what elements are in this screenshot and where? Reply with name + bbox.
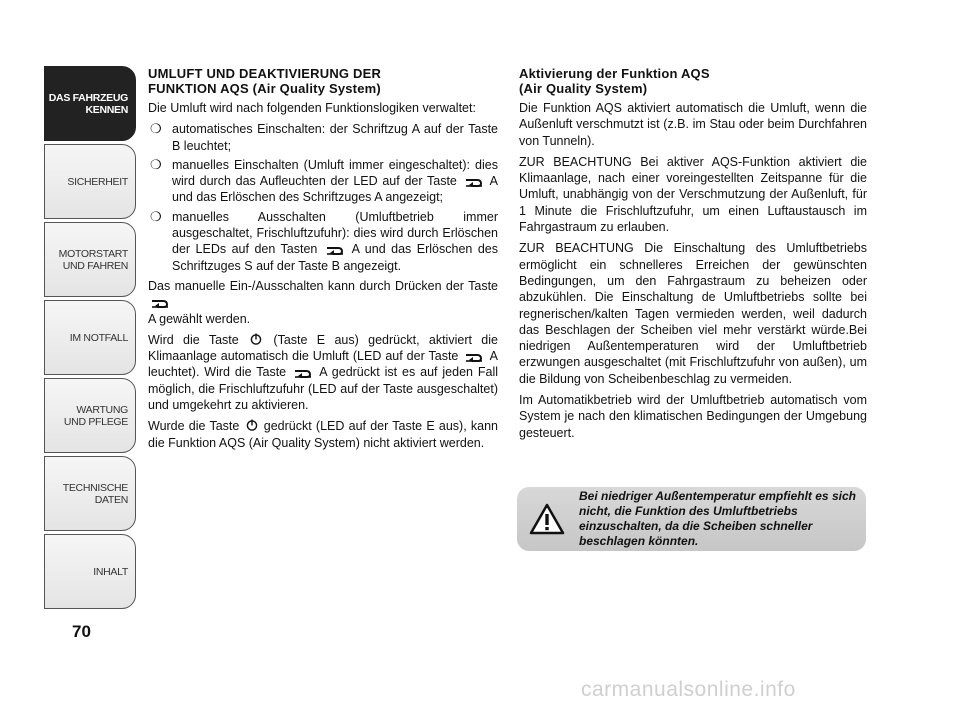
- aqs-not-active-paragraph: [148, 418, 498, 451]
- heading-line: FUNKTION AQS (Air Quality System): [148, 81, 381, 96]
- tab-label: IM NOTFALL: [69, 331, 128, 344]
- page-number: 70: [72, 622, 91, 641]
- list-item-text: automatisches Einschalten: der Schriftzug A auf der Taste B leuchtet;: [172, 122, 498, 153]
- recirculation-icon: [465, 352, 483, 362]
- circle-bullet-icon: ❍: [150, 156, 162, 172]
- button-e-paragraph: [148, 332, 498, 413]
- power-icon: [250, 333, 262, 345]
- paragraph-text: Das manuelle Ein-/Ausschalten kann durch Drücken der Taste: [148, 278, 498, 293]
- tab-label: KENNEN: [85, 103, 128, 116]
- tab-technische-daten[interactable]: [44, 456, 136, 531]
- list-item: [148, 157, 498, 206]
- recirculation-icon: [151, 298, 169, 308]
- warning-box: [517, 487, 866, 551]
- paragraph-text: Wurde die Taste: [148, 419, 240, 434]
- list-item-text: manuelles Ausschalten (Umluftbetrieb immer ausgeschaltet, Frischluftzufuhr): dies wird durch Erlöschen der LEDs auf den Tasten: [172, 209, 498, 257]
- paragraph-text: Wird die Taste: [148, 332, 239, 347]
- circle-bullet-icon: ❍: [150, 121, 162, 137]
- section-heading: [519, 66, 867, 96]
- recirculation-icon: [465, 177, 483, 187]
- paragraph: Die Funktion AQS aktiviert automatisch die Umluft, wenn die Außenluft verschmutzt ist (z.B. im Stau oder beim Durchfahren von Tunneln).: [519, 101, 867, 148]
- tab-label: UND FAHREN: [62, 259, 128, 272]
- right-column: [519, 66, 867, 446]
- paragraph-text: A gedrückt ist es auf jeden Fall möglich, die Frischluftzufuhr (LED auf der Taste ausgeschaltet) und umgekehrt zu aktivieren.: [148, 365, 499, 413]
- list-item-text: manuelles Einschalten (Umluft immer eingeschaltet): dies wird durch das Aufleuchten der LED auf der Taste: [172, 157, 498, 189]
- tab-label: INHALT: [93, 565, 128, 578]
- tab-label: TECHNISCHE: [62, 481, 128, 494]
- watermark: carmanualsonline.info: [581, 678, 796, 701]
- recirculation-icon: [326, 245, 344, 255]
- paragraph-text: (Taste E aus) gedrückt, aktiviert die Klimaanlage automatisch die Umluft (LED auf der Taste: [148, 332, 498, 364]
- tab-label: DAS FAHRZEUG: [48, 91, 128, 104]
- circle-bullet-icon: ❍: [150, 208, 162, 224]
- paragraph-text: A leuchtet). Wird die Taste: [148, 349, 498, 380]
- paragraph-text: A gewählt werden.: [148, 311, 251, 326]
- heading-line: Aktivierung der Funktion AQS: [519, 66, 710, 81]
- list-item-text: A und das Erlöschen des Schriftzuges A angezeigt;: [172, 174, 498, 205]
- paragraph-text: gedrückt (LED auf der Taste E aus), kann die Funktion AQS (Air Quality System) nicht aktiviert werden.: [148, 419, 498, 450]
- list-item: [148, 121, 498, 154]
- chapter-sidebar: [44, 66, 136, 612]
- power-icon: [246, 419, 258, 431]
- tab-motorstart-und-fahren[interactable]: [44, 222, 136, 297]
- recirculation-icon: [294, 368, 312, 378]
- tab-das-fahrzeug-kennen[interactable]: [44, 66, 136, 141]
- paragraph: ZUR BEACHTUNG Die Einschaltung des Umluftbetriebs ermöglicht ein schnelleres Erreichen der gewünschten Bedingungen, um den Fahrgastraum zu beheizen oder abzukühlen. Die Einschaltung de Umluftbetriebs sollte bei regnerischen/kalten Tagen vermieden werden, weil dadurch das Beschlagen der Scheiben viel mehr verstärkt würde.Bei niedrigen Außentemperaturen wird der Umluftbetrieb erzwungen ausgeschaltet (mit Frischluftzufuhr von außen), um die Bildung von Scheibenbeschlag zu vermeiden.: [519, 241, 867, 386]
- list-item-text: A und das Erlöschen des Schriftzuges S auf der Taste B angezeigt.: [172, 242, 498, 273]
- tab-label: MOTORSTART: [58, 247, 128, 260]
- heading-line: UMLUFT UND DEAKTIVIERUNG DER: [148, 66, 382, 81]
- logic-list: [148, 121, 498, 274]
- tab-wartung-und-pflege[interactable]: [44, 378, 136, 453]
- tab-label: DATEN: [94, 493, 128, 506]
- heading-line: (Air Quality System): [519, 81, 648, 96]
- tab-inhalt[interactable]: [44, 534, 136, 609]
- tab-label: SICHERHEIT: [67, 175, 128, 188]
- warning-text: Bei niedriger Außentemperatur empfiehlt es sich nicht, die Funktion des Umluftbetriebs einzuschalten, da die Scheiben schneller beschlagen könnten.: [579, 489, 856, 548]
- tab-im-notfall[interactable]: [44, 300, 136, 375]
- section-heading: [148, 66, 498, 96]
- paragraph: Im Automatikbetrieb wird der Umluftbetrieb automatisch vom System je nach den klimatischen Bedingungen der Umgebung gesteuert.: [519, 393, 867, 440]
- tab-sicherheit[interactable]: [44, 144, 136, 219]
- tab-label: UND PFLEGE: [63, 415, 128, 428]
- paragraph: ZUR BEACHTUNG Bei aktiver AQS-Funktion aktiviert die Klimaanlage, nach einer voreingestellten Zeitspanne für die Umluft, unabhängig von der Verschmutzung der Außenluft, für 1 Minute die Frischluftzufuhr, um einen Luftaustausch im Fahrgastraum zu erlauben.: [519, 154, 867, 235]
- manual-switch-paragraph: [148, 278, 498, 327]
- warning-triangle-icon: [529, 503, 565, 535]
- intro-paragraph: Die Umluft wird nach folgenden Funktionslogiken verwaltet:: [148, 101, 476, 115]
- tab-label: WARTUNG: [76, 403, 128, 416]
- list-item: [148, 209, 498, 274]
- left-column: [148, 66, 498, 456]
